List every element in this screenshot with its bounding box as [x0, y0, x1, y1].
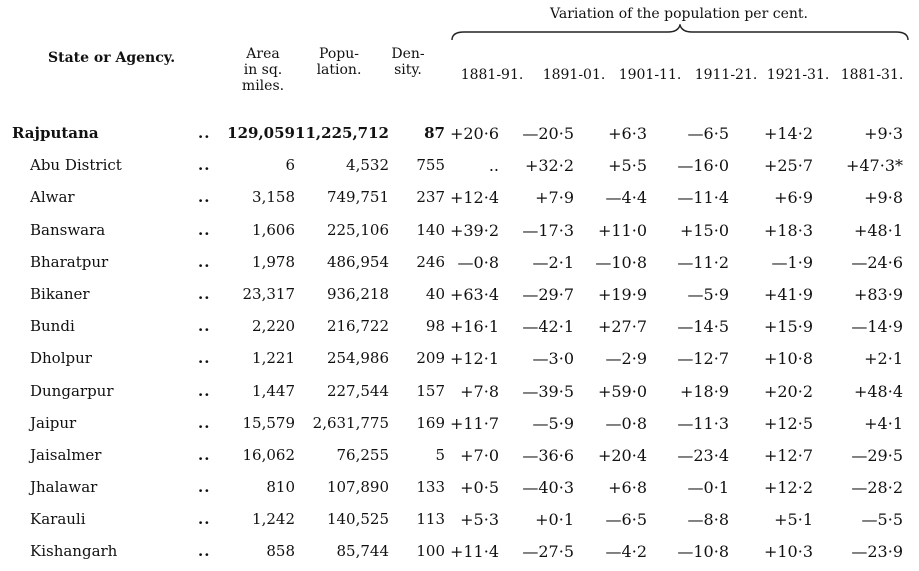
row-population: 936,218	[326, 284, 389, 303]
row-var-1901-11: +59·0	[597, 381, 647, 401]
row-var-1881-31: —28·2	[851, 478, 903, 498]
row-name: Jhalawar	[30, 478, 98, 497]
row-var-1901-11: —2·9	[605, 349, 647, 369]
row-var-1921-31: +5·1	[774, 510, 813, 530]
row-var-1901-11: —6·5	[605, 510, 647, 530]
row-name: Kishangarh	[30, 542, 118, 561]
row-area: 2,220	[252, 317, 295, 336]
row-population: 749,751	[326, 188, 389, 207]
row-density: 140	[416, 220, 445, 239]
row-var-1901-11: +6·3	[608, 124, 647, 143]
row-population: 227,544	[326, 381, 389, 400]
row-var-1881-91: +7·8	[460, 381, 499, 401]
row-density: 209	[416, 349, 445, 368]
row-var-1921-31: +12·2	[763, 478, 813, 498]
row-var-1891-01: —5·9	[532, 413, 574, 433]
row-area: 129,059	[227, 124, 295, 142]
row-var-1881-91: +39·2	[449, 220, 499, 240]
row-population: 107,890	[326, 478, 389, 497]
row-var-1881-31: +9·8	[864, 188, 903, 208]
row-population: 11,225,712	[295, 124, 389, 142]
row-area: 1,242	[252, 510, 295, 529]
table-row	[0, 152, 919, 184]
row-var-1921-31: +20·2	[763, 381, 813, 401]
row-var-1881-91: +0·5	[460, 478, 499, 498]
row-dots: ..	[198, 284, 211, 303]
row-population: 216,722	[326, 317, 389, 336]
header-density-line-1: Den-	[391, 46, 425, 62]
row-density: 133	[416, 478, 445, 497]
row-var-1901-11: +19·9	[597, 284, 647, 304]
row-area: 810	[266, 478, 295, 497]
row-var-1921-31: —1·9	[771, 252, 813, 272]
row-var-1911-21: —23·4	[677, 445, 729, 465]
row-var-1911-21: +18·9	[679, 381, 729, 401]
table-row-rajputana	[0, 120, 919, 152]
row-area: 3,158	[252, 188, 295, 207]
row-var-1921-31: +14·2	[763, 124, 813, 143]
row-var-1891-01: —39·5	[522, 381, 574, 401]
row-var-1921-31: +41·9	[763, 284, 813, 304]
table-row	[0, 281, 919, 313]
row-var-1881-91: ..	[488, 156, 499, 176]
row-density: 100	[416, 542, 445, 561]
header-population	[302, 46, 376, 78]
row-var-1891-01: —20·5	[522, 124, 574, 143]
row-name: Rajputana	[12, 124, 99, 142]
row-dots: ..	[198, 188, 211, 207]
row-area: 1,447	[252, 381, 295, 400]
header-area-line-2: in sq.	[243, 62, 283, 78]
table-row	[0, 474, 919, 506]
row-var-1921-31: +18·3	[763, 220, 813, 240]
row-dots: ..	[198, 413, 211, 432]
row-name: Bikaner	[30, 284, 90, 303]
row-density: 87	[424, 124, 445, 142]
row-area: 6	[285, 156, 295, 175]
row-var-1911-21: —10·8	[677, 542, 729, 562]
header-year-1881-91: 1881-91.	[460, 67, 524, 83]
header-year-1901-11: 1901-11.	[618, 67, 682, 83]
row-var-1921-31: +10·8	[763, 349, 813, 369]
row-var-1891-01: +7·9	[535, 188, 574, 208]
row-var-1881-91: +63·4	[449, 284, 499, 304]
row-area: 858	[266, 542, 295, 561]
row-var-1891-01: —40·3	[522, 478, 574, 498]
row-var-1921-31: +15·9	[763, 317, 813, 337]
row-var-1911-21: +15·0	[679, 220, 729, 240]
row-population: 85,744	[336, 542, 389, 561]
row-density: 98	[425, 317, 445, 336]
row-var-1881-91: +20·6	[449, 124, 499, 143]
row-name: Alwar	[30, 188, 75, 207]
row-name: Jaipur	[30, 413, 77, 432]
table-body	[0, 120, 919, 571]
row-var-1911-21: —11·2	[677, 252, 729, 272]
row-population: 225,106	[326, 220, 389, 239]
row-var-1881-91: +5·3	[460, 510, 499, 530]
row-var-1881-31: +4·1	[864, 413, 903, 433]
row-dots: ..	[198, 445, 211, 464]
row-var-1921-31: +6·9	[774, 188, 813, 208]
row-dots: ..	[198, 510, 211, 529]
row-var-1911-21: —16·0	[677, 156, 729, 176]
table-row	[0, 442, 919, 474]
row-dots: ..	[198, 317, 211, 336]
row-var-1881-31: +48·4	[853, 381, 903, 401]
row-dots: ..	[198, 124, 211, 142]
row-density: 40	[425, 284, 445, 303]
variation-super-header: Variation of the population per cent.	[550, 6, 808, 22]
row-dots: ..	[198, 349, 211, 368]
row-name: Dholpur	[30, 349, 92, 368]
row-var-1881-31: +9·3	[864, 124, 903, 143]
table-row	[0, 184, 919, 216]
table-row	[0, 538, 919, 570]
header-population-line-2: lation.	[316, 62, 362, 78]
row-var-1921-31: +12·5	[763, 413, 813, 433]
header-population-line-1: Popu-	[319, 46, 359, 62]
row-var-1891-01: —27·5	[522, 542, 574, 562]
row-area: 23,317	[242, 284, 295, 303]
row-population: 140,525	[326, 510, 389, 529]
row-area: 16,062	[242, 445, 295, 464]
row-var-1901-11: —4·2	[605, 542, 647, 562]
row-dots: ..	[198, 156, 211, 175]
row-population: 254,986	[326, 349, 389, 368]
row-var-1901-11: +11·0	[597, 220, 647, 240]
table-row	[0, 378, 919, 410]
row-population: 76,255	[336, 445, 389, 464]
row-var-1901-11: —10·8	[595, 252, 647, 272]
row-var-1891-01: +0·1	[535, 510, 574, 530]
header-year-1921-31: 1921-31.	[766, 67, 830, 83]
row-var-1901-11: +5·5	[608, 156, 647, 176]
row-var-1881-31: +2·1	[864, 349, 903, 369]
row-density: 157	[416, 381, 445, 400]
row-var-1881-31: —23·9	[851, 542, 903, 562]
row-name: Karauli	[30, 510, 86, 529]
table-row	[0, 345, 919, 377]
row-var-1911-21: —11·4	[677, 188, 729, 208]
row-var-1881-31: +47·3*	[845, 156, 903, 176]
row-population: 2,631,775	[312, 413, 389, 432]
header-state-or-agency: State or Agency.	[48, 50, 176, 66]
row-population: 486,954	[326, 252, 389, 271]
row-name: Jaisalmer	[30, 445, 102, 464]
row-var-1901-11: —0·8	[605, 413, 647, 433]
row-var-1901-11: +6·8	[608, 478, 647, 498]
row-var-1891-01: —3·0	[532, 349, 574, 369]
header-density	[384, 46, 432, 78]
row-dots: ..	[198, 381, 211, 400]
row-name: Bundi	[30, 317, 75, 336]
row-var-1911-21: —12·7	[677, 349, 729, 369]
row-var-1881-91: —0·8	[457, 252, 499, 272]
header-area-line-3: miles.	[241, 78, 285, 94]
header-area-line-1: Area	[246, 46, 280, 62]
row-density: 237	[416, 188, 445, 207]
row-var-1881-91: +11·7	[449, 413, 499, 433]
row-var-1881-91: +11·4	[449, 542, 499, 562]
row-var-1901-11: —4·4	[605, 188, 647, 208]
row-name: Banswara	[30, 220, 106, 239]
table-row	[0, 410, 919, 442]
header-year-1881-31: 1881-31.	[840, 67, 904, 83]
row-var-1881-31: —24·6	[851, 252, 903, 272]
row-var-1911-21: —8·8	[687, 510, 729, 530]
header-density-line-2: sity.	[394, 62, 422, 78]
row-var-1921-31: +25·7	[763, 156, 813, 176]
row-var-1911-21: —6·5	[687, 124, 729, 143]
header-year-1891-01: 1891-01.	[542, 67, 606, 83]
row-area: 1,221	[252, 349, 295, 368]
row-var-1921-31: +12·7	[763, 445, 813, 465]
header-year-1911-21: 1911-21.	[694, 67, 758, 83]
row-area: 1,606	[252, 220, 295, 239]
row-var-1911-21: —14·5	[677, 317, 729, 337]
row-density: 169	[416, 413, 445, 432]
row-var-1891-01: —17·3	[522, 220, 574, 240]
row-var-1881-31: —29·5	[851, 445, 903, 465]
row-population: 4,532	[346, 156, 389, 175]
row-var-1891-01: +32·2	[524, 156, 574, 176]
table-row	[0, 506, 919, 538]
table-row	[0, 249, 919, 281]
row-density: 246	[416, 252, 445, 271]
row-density: 755	[416, 156, 445, 175]
row-var-1901-11: +27·7	[597, 317, 647, 337]
row-var-1891-01: —29·7	[522, 284, 574, 304]
row-dots: ..	[198, 478, 211, 497]
row-var-1881-31: +83·9	[853, 284, 903, 304]
row-var-1881-91: +16·1	[449, 317, 499, 337]
row-dots: ..	[198, 252, 211, 271]
row-var-1901-11: +20·4	[597, 445, 647, 465]
row-var-1881-31: —5·5	[861, 510, 903, 530]
row-var-1881-91: +12·1	[449, 349, 499, 369]
row-var-1881-31: +48·1	[853, 220, 903, 240]
row-dots: ..	[198, 542, 211, 561]
row-var-1921-31: +10·3	[763, 542, 813, 562]
table-row	[0, 313, 919, 345]
row-name: Bharatpur	[30, 252, 109, 271]
row-var-1911-21: —11·3	[677, 413, 729, 433]
header-brace	[450, 24, 910, 42]
row-var-1891-01: —36·6	[522, 445, 574, 465]
table-row	[0, 217, 919, 249]
row-var-1881-31: —14·9	[851, 317, 903, 337]
row-area: 15,579	[242, 413, 295, 432]
row-var-1881-91: +7·0	[460, 445, 499, 465]
row-density: 5	[435, 445, 445, 464]
row-name: Abu District	[30, 156, 122, 175]
row-dots: ..	[198, 220, 211, 239]
row-var-1911-21: —5·9	[687, 284, 729, 304]
row-density: 113	[416, 510, 445, 529]
row-name: Dungarpur	[30, 381, 114, 400]
row-var-1891-01: —42·1	[522, 317, 574, 337]
row-var-1911-21: —0·1	[687, 478, 729, 498]
row-area: 1,978	[252, 252, 295, 271]
row-var-1881-91: +12·4	[449, 188, 499, 208]
header-area	[234, 46, 292, 94]
row-var-1891-01: —2·1	[532, 252, 574, 272]
